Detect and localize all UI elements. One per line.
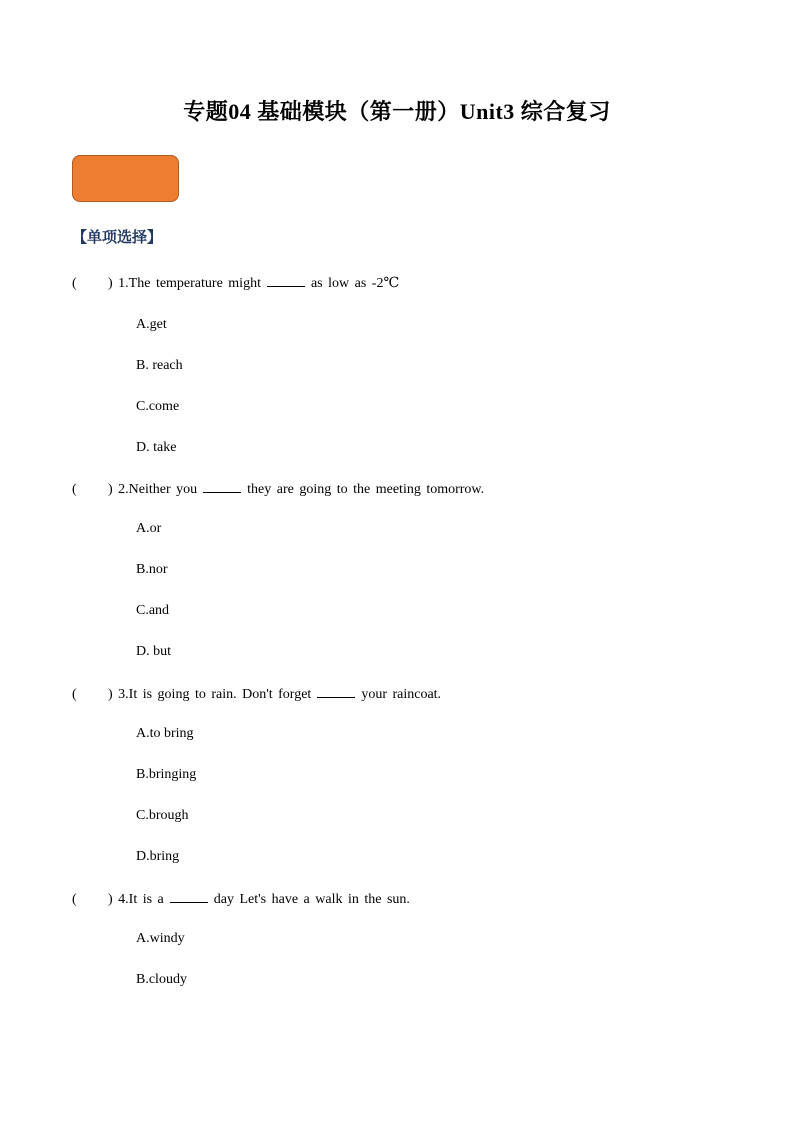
option-4a: A.windy <box>136 931 185 946</box>
question-stem-after: day Let's have a walk in the sun. <box>213 892 410 907</box>
answer-paren-close: ) <box>108 892 113 907</box>
option-2c: C.and <box>136 603 170 618</box>
answer-paren-close: ) <box>108 482 113 497</box>
option-4b: B.cloudy <box>136 972 187 987</box>
option-3b: B.bringing <box>136 767 197 782</box>
option-1c: C.come <box>136 399 180 414</box>
fill-blank <box>267 274 305 287</box>
section-heading: 【单项选择】 <box>72 230 163 246</box>
question-stem-before: 1.The temperature might <box>118 276 261 291</box>
question-4 <box>72 890 410 908</box>
option-2d: D. but <box>136 644 171 659</box>
option-3d: D.bring <box>136 849 180 864</box>
fill-blank <box>170 890 208 903</box>
answer-paren-open: ( <box>72 687 77 702</box>
option-1b: B. reach <box>136 358 183 373</box>
answer-paren-open: ( <box>72 482 77 497</box>
fill-blank <box>317 685 355 698</box>
answer-paren-close: ) <box>108 276 113 291</box>
question-stem-before: 3.It is going to rain. Don't forget <box>118 687 312 702</box>
fill-blank <box>203 480 241 493</box>
question-stem-after: as low as -2℃ <box>310 276 400 291</box>
option-2a: A.or <box>136 521 162 536</box>
answer-paren-open: ( <box>72 892 77 907</box>
answer-paren-close: ) <box>108 687 113 702</box>
question-stem-after: they are going to the meeting tomorrow. <box>247 482 485 497</box>
option-1d: D. take <box>136 440 177 455</box>
answer-paren-open: ( <box>72 276 77 291</box>
option-2b: B.nor <box>136 562 168 577</box>
option-3a: A.to bring <box>136 726 194 741</box>
page-title: 专题04 基础模块（第一册）Unit3 综合复习 <box>183 99 611 124</box>
question-1 <box>72 274 399 292</box>
option-3c: C.brough <box>136 808 189 823</box>
orange-banner-box <box>72 155 179 202</box>
question-stem-after: your raincoat. <box>361 687 442 702</box>
option-1a: A.get <box>136 317 167 332</box>
question-2 <box>72 480 484 498</box>
question-stem-before: 2.Neither you <box>118 482 198 497</box>
question-3 <box>72 685 441 703</box>
question-stem-before: 4.It is a <box>118 892 164 907</box>
